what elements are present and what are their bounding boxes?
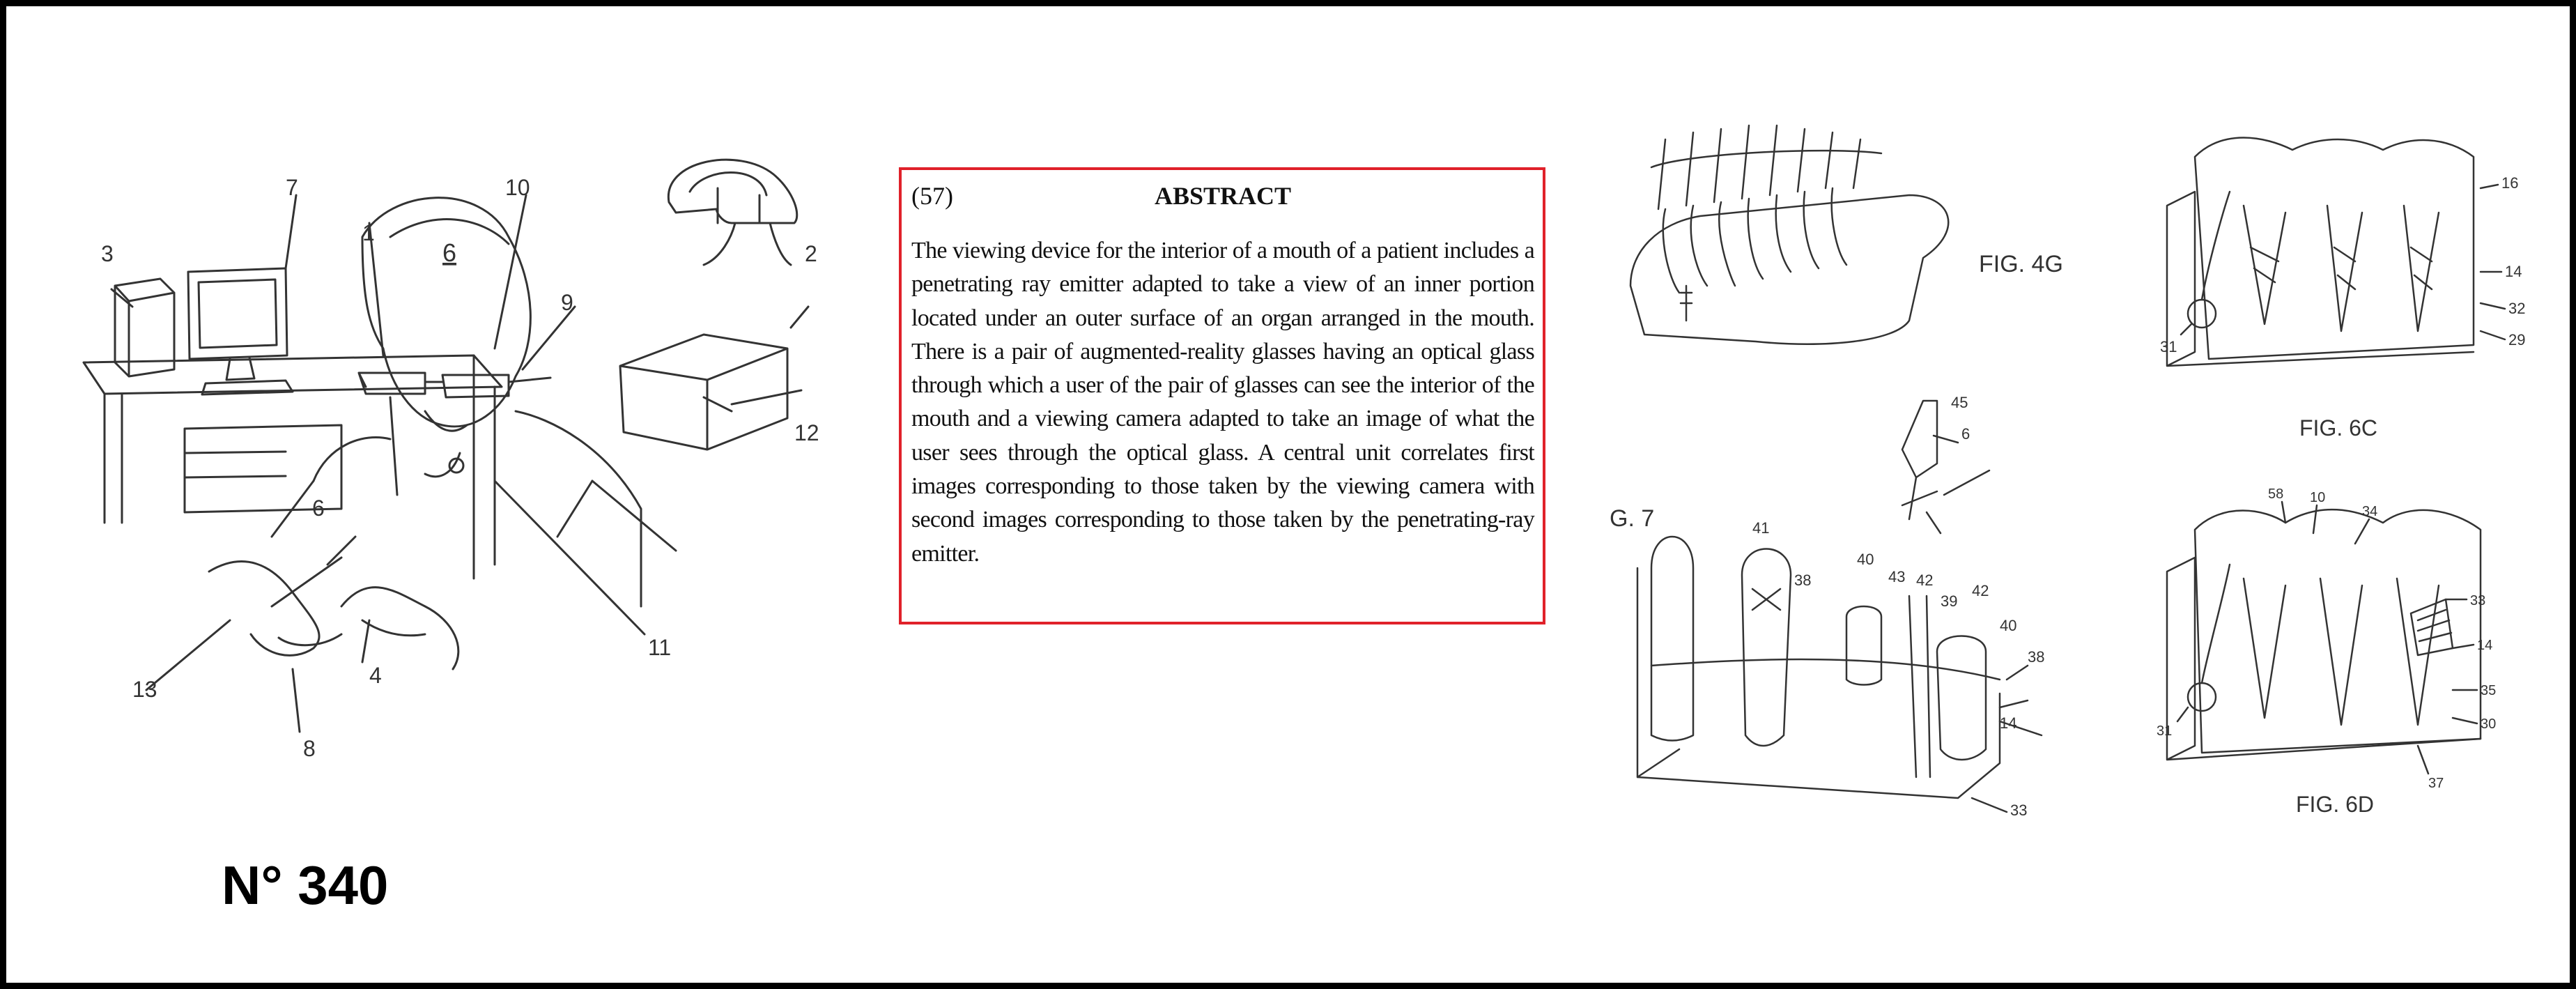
fig7-ref-42b: 42 xyxy=(1972,582,1989,599)
figure-7-drawing xyxy=(1610,387,2118,833)
abstract-header xyxy=(911,181,1534,217)
fig7-ref-14: 14 xyxy=(2000,714,2017,732)
fig6d-ref-33: 33 xyxy=(2470,593,2486,608)
figure-6d-drawing xyxy=(2118,481,2550,836)
fig6c-ref-16: 16 xyxy=(2501,174,2519,192)
fig7-ref-40: 40 xyxy=(1857,551,1874,568)
fig7-ref-6: 6 xyxy=(1961,425,1970,443)
ref-numeral-13: 13 xyxy=(132,677,157,702)
abstract-title: ABSTRACT xyxy=(1154,182,1292,210)
fig7-ref-38b: 38 xyxy=(2028,648,2045,666)
ref-numeral-6-head: 6 xyxy=(442,238,457,267)
fig6d-ref-35: 35 xyxy=(2481,683,2497,698)
figure-4g-drawing xyxy=(1617,112,2062,362)
ref-numeral-11: 11 xyxy=(648,635,672,660)
fig6c-ref-31: 31 xyxy=(2160,338,2177,355)
fig7-ref-41: 41 xyxy=(1752,519,1770,537)
fig7-ref-33: 33 xyxy=(2010,802,2028,819)
fig7-ref-39: 39 xyxy=(1941,592,1958,610)
ref-numeral-3: 3 xyxy=(101,241,114,266)
figure-6c-drawing xyxy=(2153,122,2543,450)
abstract-section-number: (57) xyxy=(911,182,953,210)
fig6c-ref-14: 14 xyxy=(2505,263,2522,280)
fig7-ref-38: 38 xyxy=(1794,572,1812,589)
ref-numeral-4: 4 xyxy=(369,663,382,688)
figure-7-caption: G. 7 xyxy=(1610,505,1655,532)
ref-numeral-1: 1 xyxy=(362,220,375,245)
abstract-panel xyxy=(899,167,1545,624)
ref-numeral-10: 10 xyxy=(505,175,530,200)
fig6d-ref-58: 58 xyxy=(2268,486,2284,502)
fig6c-ref-32: 32 xyxy=(2508,300,2526,317)
figure-6c-caption: FIG. 6C xyxy=(2299,415,2378,440)
fig7-ref-43: 43 xyxy=(1888,568,1906,585)
ref-numeral-2: 2 xyxy=(805,241,817,266)
ref-numeral-8: 8 xyxy=(303,736,316,761)
fig7-ref-40b: 40 xyxy=(2000,617,2017,634)
fig6d-ref-10: 10 xyxy=(2310,490,2326,505)
fig7-ref-45: 45 xyxy=(1951,394,1968,411)
fig6c-ref-29: 29 xyxy=(2508,331,2526,348)
figure-4g-caption: FIG. 4G xyxy=(1979,251,2063,277)
fig7-ref-42a: 42 xyxy=(1916,572,1934,589)
abstract-text: The viewing device for the interior of a mouth of a patient includes a penetrating ray emitter adapted to take a view of an inner portion located under an outer surface of an organ arranged in the mouth. There is a pair of augmented-reality glasses having an optical glass through which a user of the pair of glasses can see the interior of the mouth and a viewing camera adapted to take an image of what the user sees through the optical glass. A central unit correlates first images corresponding to those taken by the viewing camera with second images corresponding to those taken by the penetrating-ray emitter. xyxy=(911,238,1534,567)
ref-numeral-9: 9 xyxy=(561,290,573,315)
fig6d-ref-37: 37 xyxy=(2428,776,2444,791)
figure-6d-caption: FIG. 6D xyxy=(2296,792,2375,817)
ref-numeral-7: 7 xyxy=(286,175,298,200)
ref-numeral-12: 12 xyxy=(794,420,819,445)
fig6d-ref-14: 14 xyxy=(2477,638,2493,653)
fig6d-ref-31: 31 xyxy=(2157,723,2173,739)
document-number: N° 340 xyxy=(222,854,389,916)
main-patent-drawing xyxy=(63,118,850,788)
ref-numeral-6-glasses: 6 xyxy=(312,496,325,521)
fig6d-ref-34: 34 xyxy=(2362,504,2378,519)
fig6d-ref-30: 30 xyxy=(2481,716,2497,732)
